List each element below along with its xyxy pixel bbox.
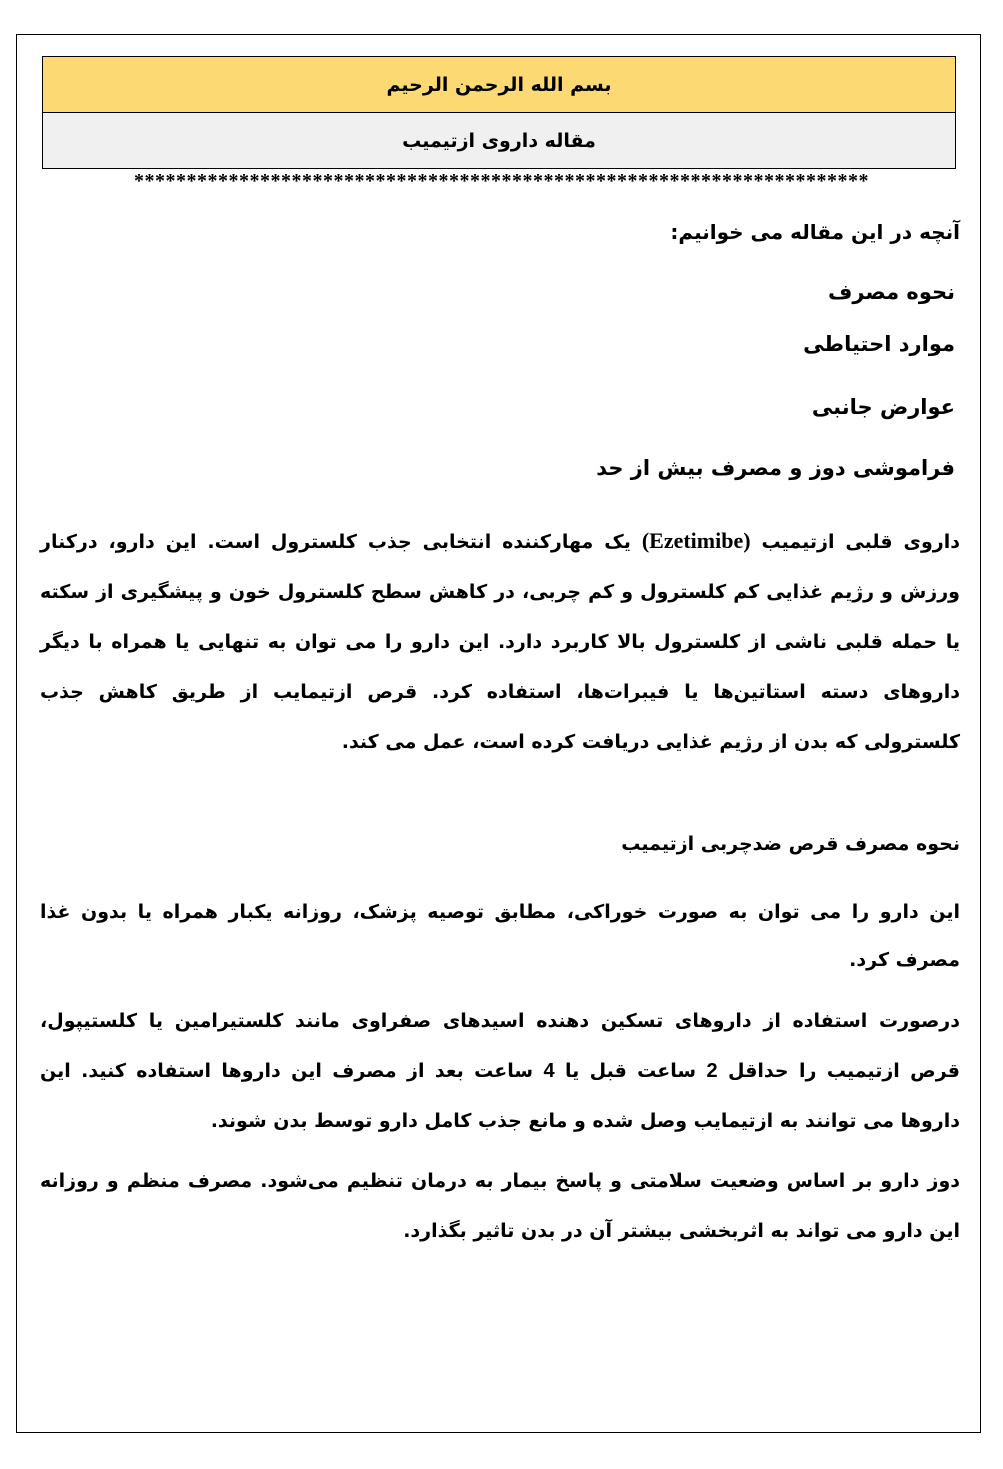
usage-paragraph2-block: [40, 996, 960, 1146]
drug-latin-name: (Ezetimibe): [641, 528, 751, 553]
intro-heading: آنچه در این مقاله می خوانیم:: [670, 220, 960, 244]
usage-heading-block: [40, 826, 960, 862]
usage-paragraph-2: [40, 996, 960, 1146]
basmala-text: بسم الله الرحمن الرحیم: [386, 73, 612, 96]
title-row: [43, 113, 955, 168]
usage-paragraph-2-part3: ساعت بعد از مصرف این داروها استفاده کنید. این داروها می توانند به ازتیمایب وصل شده و مانع جذب کامل دارو توسط بدن شوند.: [40, 1060, 960, 1132]
toc-item-missed-dose: فراموشی دوز و مصرف بیش از حد: [596, 456, 955, 480]
usage-paragraph-1: این دارو را می توان به صورت خوراکی، مطابق توصیه پزشک، روزانه یکبار همراه یا بدون غذا مصرف کرد.: [40, 901, 960, 971]
usage-heading: نحوه مصرف قرص ضدچربی ازتیمیب: [621, 833, 960, 855]
usage-paragraph-2-part1: درصورت استفاده از داروهای تسکین دهنده اسیدهای صفراوی مانند کلستیرامین یا کلستیپول، قرص ازتیمیب را حداقل: [40, 1010, 960, 1082]
toc-item-side-effects: عوارض جانبی: [811, 395, 955, 419]
hours-after-value: 4: [543, 1060, 555, 1082]
basmala-row: [43, 57, 955, 113]
intro-paragraph: [40, 516, 960, 767]
intro-paragraph-block: [40, 516, 960, 767]
page-title: مقاله داروی ازتیمیب: [402, 129, 596, 152]
intro-paragraph-before: داروی قلبی ازتیمیب: [750, 531, 960, 553]
header-table: [42, 56, 956, 169]
intro-heading-block: [40, 214, 960, 250]
hours-before-value: 2: [706, 1060, 718, 1082]
separator-stars: **********************************************************************: [134, 170, 869, 192]
usage-paragraph1-block: [40, 888, 960, 984]
toc-item-usage: نحوه مصرف: [827, 280, 955, 304]
usage-paragraph3-block: [40, 1156, 960, 1256]
toc-item-precautions: موارد احتیاطی: [803, 332, 955, 356]
intro-paragraph-after: یک مهارکننده انتخابی جذب کلسترول است. این دارو، درکنار ورزش و رژیم غذایی کم کلسترول و کم چربی، در کاهش سطح کلسترول خون و پیشگیری از سکته یا حمله قلبی ناشی از کلسترول بالا کاربرد دارد. این دارو را می توان به تنهایی یا همراه با دیگر داروهای دسته استاتین‌ها یا فیبرات‌ها، استفاده کرد. قرص ازتیمایب از طریق کاهش جذب کلسترولی که بدن از رژیم غذایی دریافت کرده است، عمل می کند.: [40, 531, 960, 753]
usage-paragraph-3: دوز دارو بر اساس وضعیت سلامتی و پاسخ بیمار به درمان تنظیم می‌شود. مصرف منظم و روزانه این دارو می تواند به اثربخشی بیشتر آن در بدن تاثیر بگذارد.: [40, 1170, 960, 1242]
usage-paragraph-2-part2: ساعت قبل یا: [554, 1060, 707, 1082]
